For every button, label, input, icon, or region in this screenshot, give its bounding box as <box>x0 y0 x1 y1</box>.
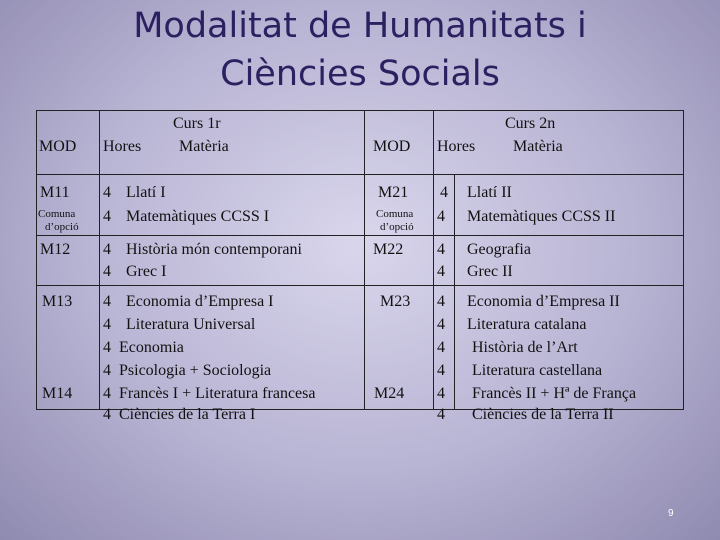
subject-cell: Francès II + Hª de França <box>472 385 637 402</box>
col-divider-mod1 <box>99 110 100 410</box>
header-materia2: Matèria <box>513 138 563 155</box>
row-divider-1 <box>36 235 684 236</box>
hours-cell: 4 <box>437 316 445 333</box>
subject-cell: Grec II <box>467 263 513 280</box>
row-divider-2 <box>36 285 684 286</box>
col-divider-mid <box>364 110 365 410</box>
subject-cell: Geografia <box>467 241 531 258</box>
hours-cell: 4 <box>437 263 445 280</box>
module-m24: M24 <box>374 385 405 402</box>
title-line-2: Ciències Socials <box>220 54 500 94</box>
subject-cell: Llatí II <box>467 184 512 201</box>
subject-cell: Ciències de la Terra I <box>119 406 256 423</box>
header-divider <box>36 174 684 175</box>
subject-cell: Literatura Universal <box>126 316 256 333</box>
module-m13: M13 <box>42 293 73 310</box>
module-dopcio-left: d’opció <box>45 221 79 233</box>
header-mod1: MOD <box>39 138 77 155</box>
header-hores2: Hores <box>437 138 476 155</box>
module-comuna-right: Comuna <box>376 208 414 220</box>
subject-cell: Psicologia + Sociologia <box>119 362 272 379</box>
subject-cell: Llatí I <box>126 184 166 201</box>
hours-cell: 4 <box>437 385 445 402</box>
hours-cell: 4 <box>103 339 111 356</box>
hours-cell: 4 <box>103 263 111 280</box>
col-divider-hores2 <box>454 175 455 410</box>
subject-cell: Ciències de la Terra II <box>472 406 614 423</box>
table-border-top <box>36 110 684 111</box>
col-divider-mod2 <box>433 110 434 410</box>
subject-cell: Matemàtiques CCSS II <box>467 208 616 225</box>
subject-cell: Història món contemporani <box>126 241 302 258</box>
module-dopcio-right: d’opció <box>380 221 414 233</box>
hours-cell: 4 <box>103 385 111 402</box>
hours-cell: 4 <box>437 406 445 423</box>
subject-cell: Economia d’Empresa II <box>467 293 620 310</box>
module-m14: M14 <box>42 385 73 402</box>
subject-cell: Matemàtiques CCSS I <box>126 208 270 225</box>
module-m23: M23 <box>380 293 411 310</box>
hours-cell: 4 <box>103 316 111 333</box>
hours-cell: 4 <box>440 184 448 201</box>
subjects-table <box>36 110 684 423</box>
header-mod2: MOD <box>373 138 411 155</box>
module-m22: M22 <box>373 241 404 258</box>
module-m21: M21 <box>378 184 409 201</box>
hours-cell: 4 <box>103 362 111 379</box>
page-number: 9 <box>668 508 674 519</box>
header-curs1: Curs 1r <box>173 115 221 132</box>
hours-cell: 4 <box>437 339 445 356</box>
hours-cell: 4 <box>103 184 111 201</box>
header-hores1: Hores <box>103 138 142 155</box>
subject-cell: Grec I <box>126 263 167 280</box>
table-border-left <box>36 110 37 410</box>
module-m11: M11 <box>40 184 70 201</box>
subject-cell: Francès I + Literatura francesa <box>119 385 316 402</box>
slide-title <box>0 2 720 98</box>
header-materia1: Matèria <box>179 138 229 155</box>
subject-cell: Economia d’Empresa I <box>126 293 274 310</box>
hours-cell: 4 <box>437 293 445 310</box>
module-m12: M12 <box>40 241 71 258</box>
hours-cell: 4 <box>437 208 445 225</box>
table-border-right <box>683 110 684 410</box>
subject-cell: Literatura castellana <box>472 362 603 379</box>
header-curs2: Curs 2n <box>505 115 556 132</box>
hours-cell: 4 <box>103 241 111 258</box>
hours-cell: 4 <box>103 208 111 225</box>
subject-cell: Història de l’Art <box>472 339 578 356</box>
hours-cell: 4 <box>437 362 445 379</box>
module-comuna-left: Comuna <box>38 208 76 220</box>
subject-cell: Economia <box>119 339 184 356</box>
title-line-1: Modalitat de Humanitats i <box>133 6 587 46</box>
hours-cell: 4 <box>103 406 111 423</box>
hours-cell: 4 <box>103 293 111 310</box>
hours-cell: 4 <box>437 241 445 258</box>
subject-cell: Literatura catalana <box>467 316 587 333</box>
